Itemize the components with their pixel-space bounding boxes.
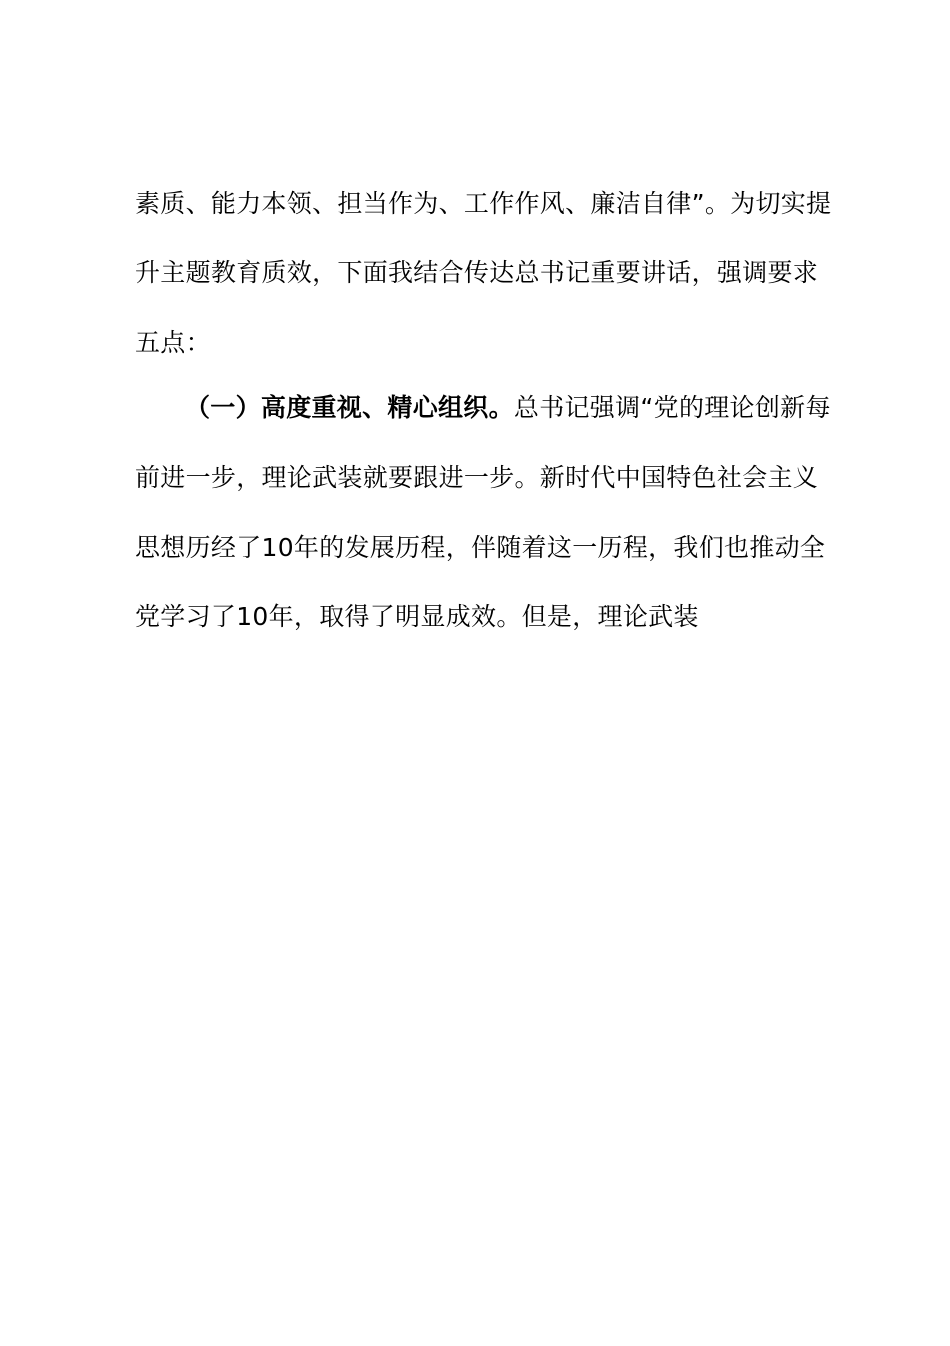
paragraph-2-line-4: 党学习了10年，取得了明显成效。但是，理论武装 [135,602,699,631]
section-heading: （一）高度重视、精心组织。 [185,393,514,422]
paragraph-1-line-1: 素质、能力本领、担当作为、工作作风、廉洁自律”。为切实提 [135,189,832,218]
paragraph-2-line-1 [185,391,831,425]
paragraph-2-line-2: 前进一步，理论武装就要跟进一步。新时代中国特色社会主义 [135,463,819,492]
paragraph-2-line-3: 思想历经了10年的发展历程，伴随着这一历程，我们也推动全 [135,533,826,562]
paragraph-1-line-3: 五点： [135,328,211,357]
paragraph-1-line-2: 升主题教育质效，下面我结合传达总书记重要讲话，强调要求 [135,258,819,287]
paragraph-2-line-1-text: 总书记强调“党的理论创新每 [513,393,831,422]
